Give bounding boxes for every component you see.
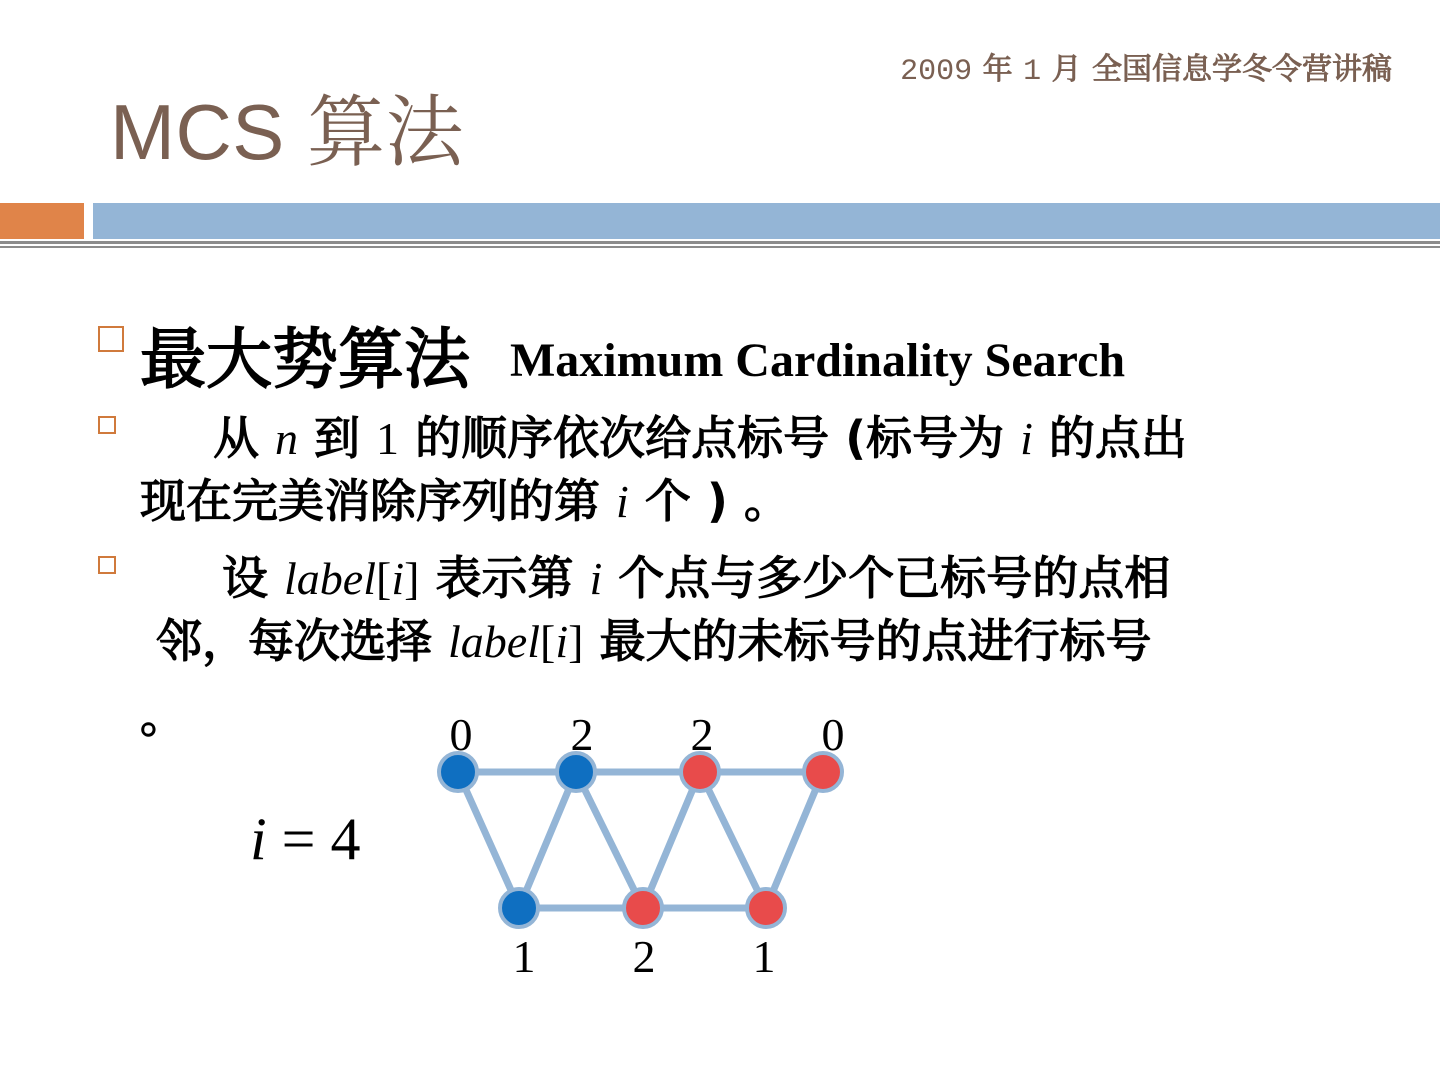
header-event: 全国信息学冬令营讲稿 [1092,52,1392,87]
text-run: 到 [314,411,361,465]
graph-node-label-bottom-0: 1 [512,931,536,982]
graph-edge-8 [643,772,700,908]
var-n: n [275,413,299,464]
header-month-suffix: 月 [1051,52,1082,87]
text-run: 。 [140,689,186,743]
bullet-1-chinese: 最大势算法 [140,321,470,398]
graph-node-bottom-0 [500,889,538,927]
var-label: label [284,553,376,604]
var-label: label [448,616,540,667]
equation-rest: = 4 [266,806,361,872]
bracket: [ [540,616,556,667]
var-i: i [555,616,569,667]
graph-edge-10 [766,772,823,908]
graph-node-label-top-0: 0 [449,709,473,760]
bracket: ] [404,553,420,604]
graph-node-bottom-1 [624,889,662,927]
graph-edge-6 [519,772,576,908]
var-i: i [250,806,267,872]
var-i: i [1020,413,1033,464]
graph-node-bottom-2 [747,889,785,927]
number-one: 1 [376,413,400,464]
text-run: 最大的未标号的点进行标号 [599,614,1152,668]
text-run: 现在完美消除序列的第 [140,474,600,528]
var-i: i [616,476,629,527]
graph-node-label-top-1: 2 [570,709,594,760]
text-run: 个点与多少个已标号的点相 [618,551,1171,605]
graph-edge-5 [458,772,519,908]
graph-node-label-bottom-1: 2 [632,931,656,982]
header-year: 2009 [900,55,973,89]
graph-edge-7 [576,772,643,908]
header-month: 1 [1023,55,1042,89]
slide-title: MCS 算法 [110,88,465,176]
graph-node-label-top-3: 0 [821,709,845,760]
graph-node-label-bottom-2: 1 [752,931,776,982]
var-i: i [391,553,405,604]
bracket: ] [568,616,584,667]
header-year-suffix: 年 [982,52,1013,87]
bullet-1-english: Maximum Cardinality Search [510,334,1126,387]
graph-edge-9 [700,772,766,908]
text-run: 从 [213,411,259,465]
text-run: 个 ) 。 [644,474,790,528]
graph-node-label-top-2: 2 [690,709,714,760]
text-run: 设 [222,551,268,605]
var-i: i [589,553,603,604]
text-run: 邻，每次选择 [156,614,432,668]
bracket: [ [376,553,392,604]
text-run: 的点出 [1048,411,1187,465]
text-run: 的顺序依次给点标号 (标号为 [415,411,1005,465]
text-run: 表示第 [435,551,574,605]
